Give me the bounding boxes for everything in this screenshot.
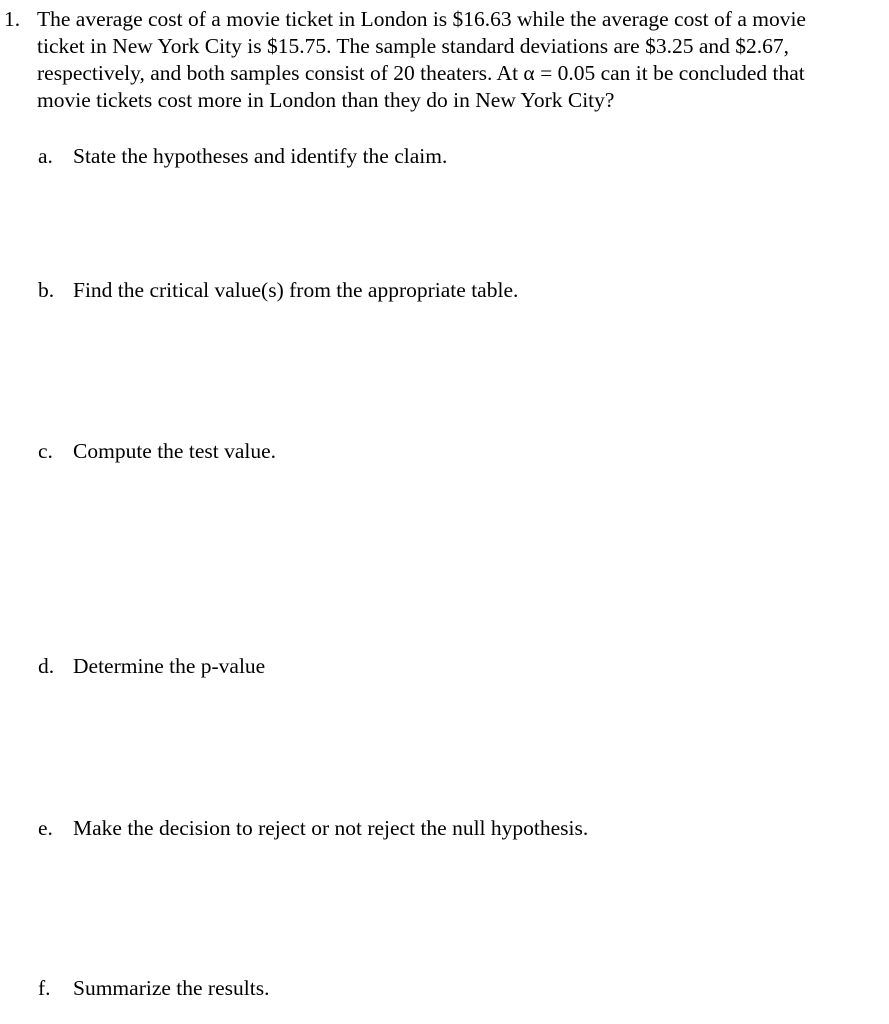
part-text: Determine the p-value [73, 654, 266, 678]
part-letter: e. [38, 816, 53, 840]
part-text: Summarize the results. [73, 976, 270, 1000]
part-text: Compute the test value. [73, 439, 277, 463]
part-text: Find the critical value(s) from the appropriate table. [73, 278, 519, 302]
part-letter: b. [38, 278, 55, 302]
part-letter: d. [38, 654, 55, 678]
question-line: respectively, and both samples consist of 20 theaters. At α = 0.05 can it be concluded that [37, 61, 805, 85]
part-text: Make the decision to reject or not reject the null hypothesis. [73, 816, 589, 840]
part-letter: f. [38, 976, 51, 1000]
part-text: State the hypotheses and identify the claim. [73, 144, 448, 168]
question-number: 1. [4, 7, 21, 31]
question-text [37, 6, 885, 114]
question-line: movie tickets cost more in London than they do in New York City? [37, 88, 615, 112]
part-letter: c. [38, 439, 53, 463]
question-line: The average cost of a movie ticket in London is $16.63 while the average cost of a movie [37, 7, 806, 31]
question-line: ticket in New York City is $15.75. The sample standard deviations are $3.25 and $2.67, [37, 34, 789, 58]
part-letter: a. [38, 144, 53, 168]
